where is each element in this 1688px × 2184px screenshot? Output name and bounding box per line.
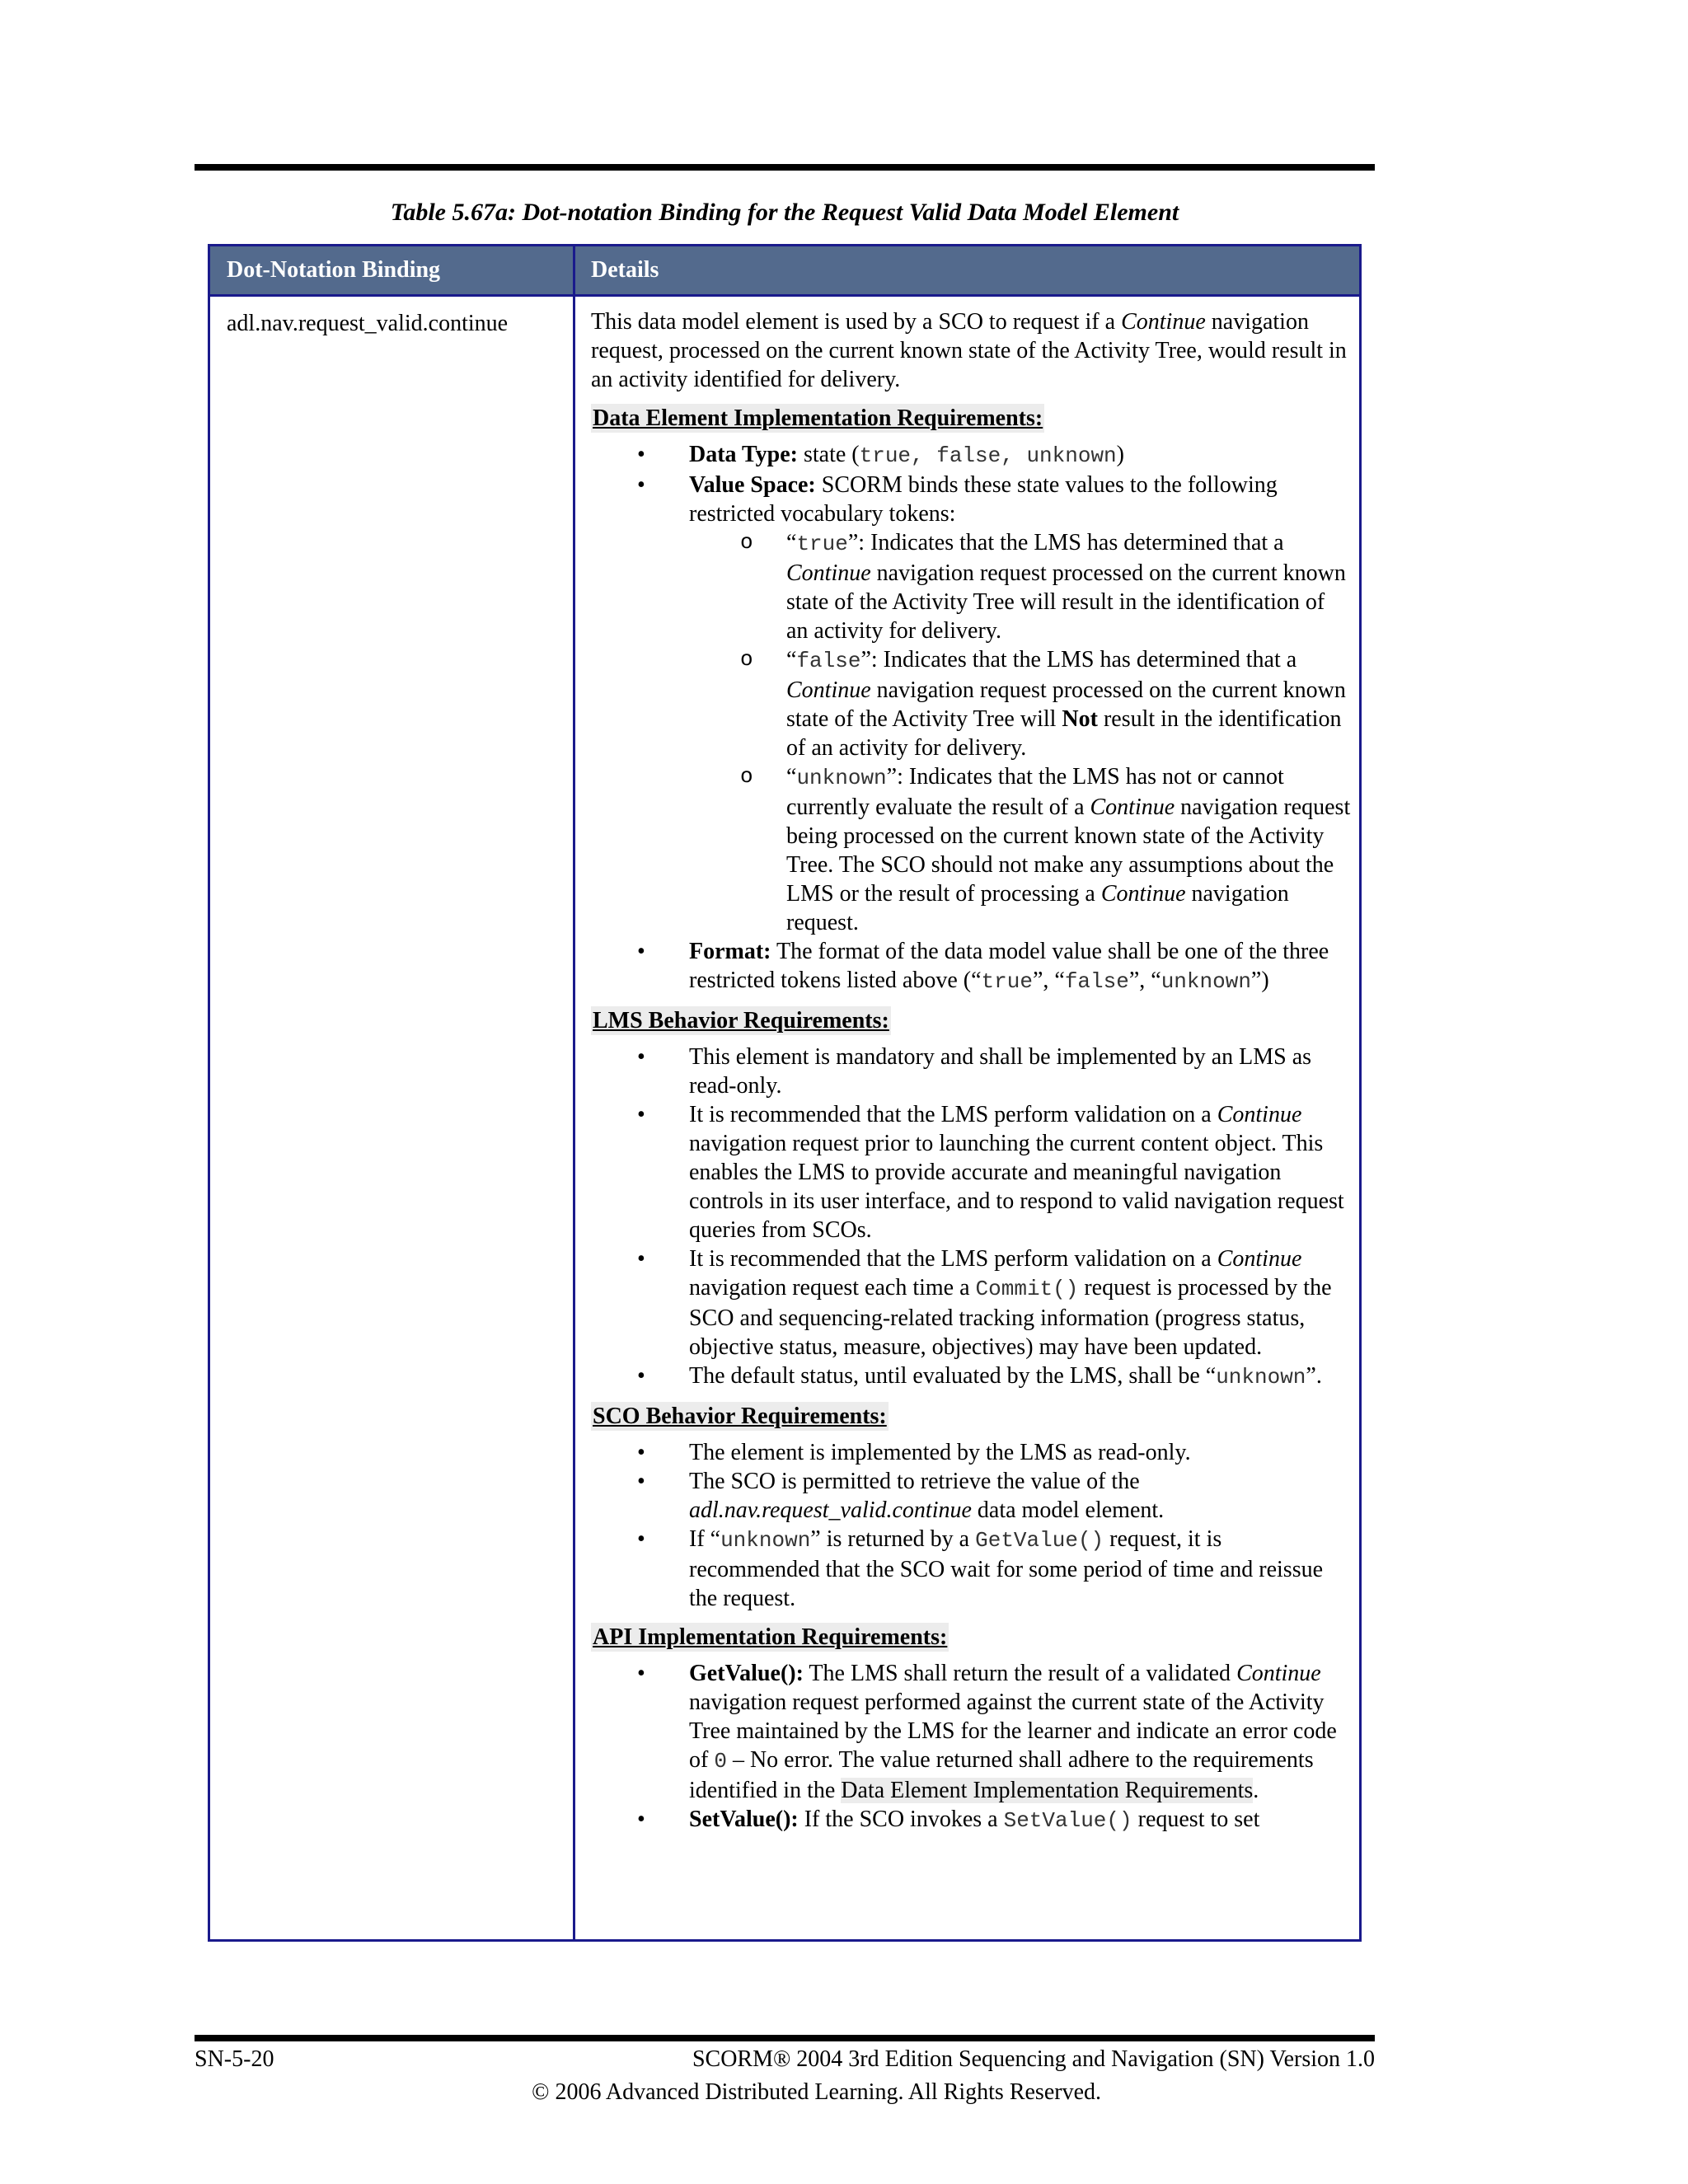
bottom-rule — [195, 2035, 1375, 2041]
copyright: © 2006 Advanced Distributed Learning. All Rights Reserved. — [532, 2079, 1101, 2105]
list-item: • SetValue(): If the SCO invokes a SetValue() request to set — [591, 1805, 1351, 1835]
list-item: • Format: The format of the data model value shall be one of the three restricted tokens listed above (“true”, “false”, “unknown”) — [591, 937, 1351, 996]
list-item: • The default status, until evaluated by the LMS, shall be “unknown”. — [591, 1361, 1351, 1392]
list-item: • This element is mandatory and shall be implemented by an LMS as read-only. — [591, 1043, 1351, 1100]
list-item: • Value Space: SCORM binds these state values to the following restricted vocabulary tokens: o “true”: Indicates that the LMS has determined that a Continue navigation request processed on the current known state of the Activity Tree will result in the identification of an activity for delivery. o “false”: Indicates that the LMS has determined that a Continue navigation request processed on the current known state of the Activity Tree will Not result in the identification of an activity for delivery. o “unknown”: Indicates that the LMS has not or cannot currently evaluate the result of a Continue navigation request being processed on the current known state of the Activity Tree. The SCO should not make any assumptions about the LMS or the result of processing a Continue navigation request. — [591, 471, 1351, 937]
list-item: • Data Type: state (true, false, unknown) — [591, 440, 1351, 471]
lms-behavior-heading: LMS Behavior Requirements: — [593, 1008, 889, 1033]
header-dot-notation: Dot-Notation Binding — [227, 257, 441, 283]
data-element-list — [591, 440, 1351, 996]
list-item: • It is recommended that the LMS perform validation on a Continue navigation request each time a Commit() request is processed by the SCO and sequencing-related tracking information (progress status, objective status, measure, objectives) may have been updated. — [591, 1244, 1351, 1361]
token-item: o “false”: Indicates that the LMS has determined that a Continue navigation request processed on the current known state of the Activity Tree will Not result in the identification of an activity for delivery. — [688, 645, 1351, 762]
token-item: o “true”: Indicates that the LMS has determined that a Continue navigation request processed on the current known state of the Activity Tree will result in the identification of an activity for delivery. — [688, 528, 1351, 645]
binding-table — [208, 244, 1362, 1942]
token-item: o “unknown”: Indicates that the LMS has not or cannot currently evaluate the result of a Continue navigation request being processed on the current known state of the Activity Tree. The SCO should not make any assumptions about the LMS or the result of processing a Continue navigation request. — [688, 762, 1351, 937]
page-number: SN-5-20 — [195, 2046, 274, 2072]
lms-behavior-list — [591, 1043, 1351, 1392]
api-implementation-list — [591, 1659, 1351, 1835]
document-title: SCORM® 2004 3rd Edition Sequencing and Navigation (SN) Version 1.0 — [692, 2046, 1375, 2072]
table-caption: Table 5.67a: Dot-notation Binding for the Request Valid Data Model Element — [390, 199, 1179, 226]
sco-behavior-list — [591, 1438, 1351, 1613]
intro-paragraph: This data model element is used by a SCO to request if a Continue navigation request, processed on the current known state of the Activity Tree, would result in an activity identified for delivery. — [591, 309, 1347, 392]
binding-cell: adl.nav.request_valid.continue — [227, 311, 509, 336]
list-item: • The SCO is permitted to retrieve the value of the adl.nav.request_valid.continue data model element. — [591, 1467, 1351, 1525]
column-divider — [573, 246, 575, 1939]
token-list — [689, 528, 1351, 937]
api-implementation-heading: API Implementation Requirements: — [593, 1624, 948, 1650]
table-header-row — [210, 246, 1359, 297]
data-element-reference: Data Element Implementation Requirements — [841, 1778, 1254, 1803]
top-rule — [195, 164, 1375, 171]
list-item: • GetValue(): The LMS shall return the result of a validated Continue navigation request performed against the current state of the Activity Tree maintained by the LMS for the learner and indicate an error code of 0 – No error. The value returned shall adhere to the requirements identified in the Data Element Implementation Requirements. — [591, 1659, 1351, 1805]
sco-behavior-heading: SCO Behavior Requirements: — [593, 1404, 887, 1429]
list-item: • The element is implemented by the LMS as read-only. — [591, 1438, 1351, 1467]
header-details: Details — [591, 257, 659, 283]
details-cell — [591, 307, 1351, 1843]
list-item: • It is recommended that the LMS perform validation on a Continue navigation request prior to launching the current content object. This enables the LMS to provide accurate and meaningful navigation controls in its user interface, and to respond to valid navigation request queries from SCOs. — [591, 1100, 1351, 1244]
data-element-heading: Data Element Implementation Requirements: — [593, 405, 1043, 431]
list-item: • If “unknown” is returned by a GetValue() request, it is recommended that the SCO wait for some period of time and reissue the request. — [591, 1525, 1351, 1613]
